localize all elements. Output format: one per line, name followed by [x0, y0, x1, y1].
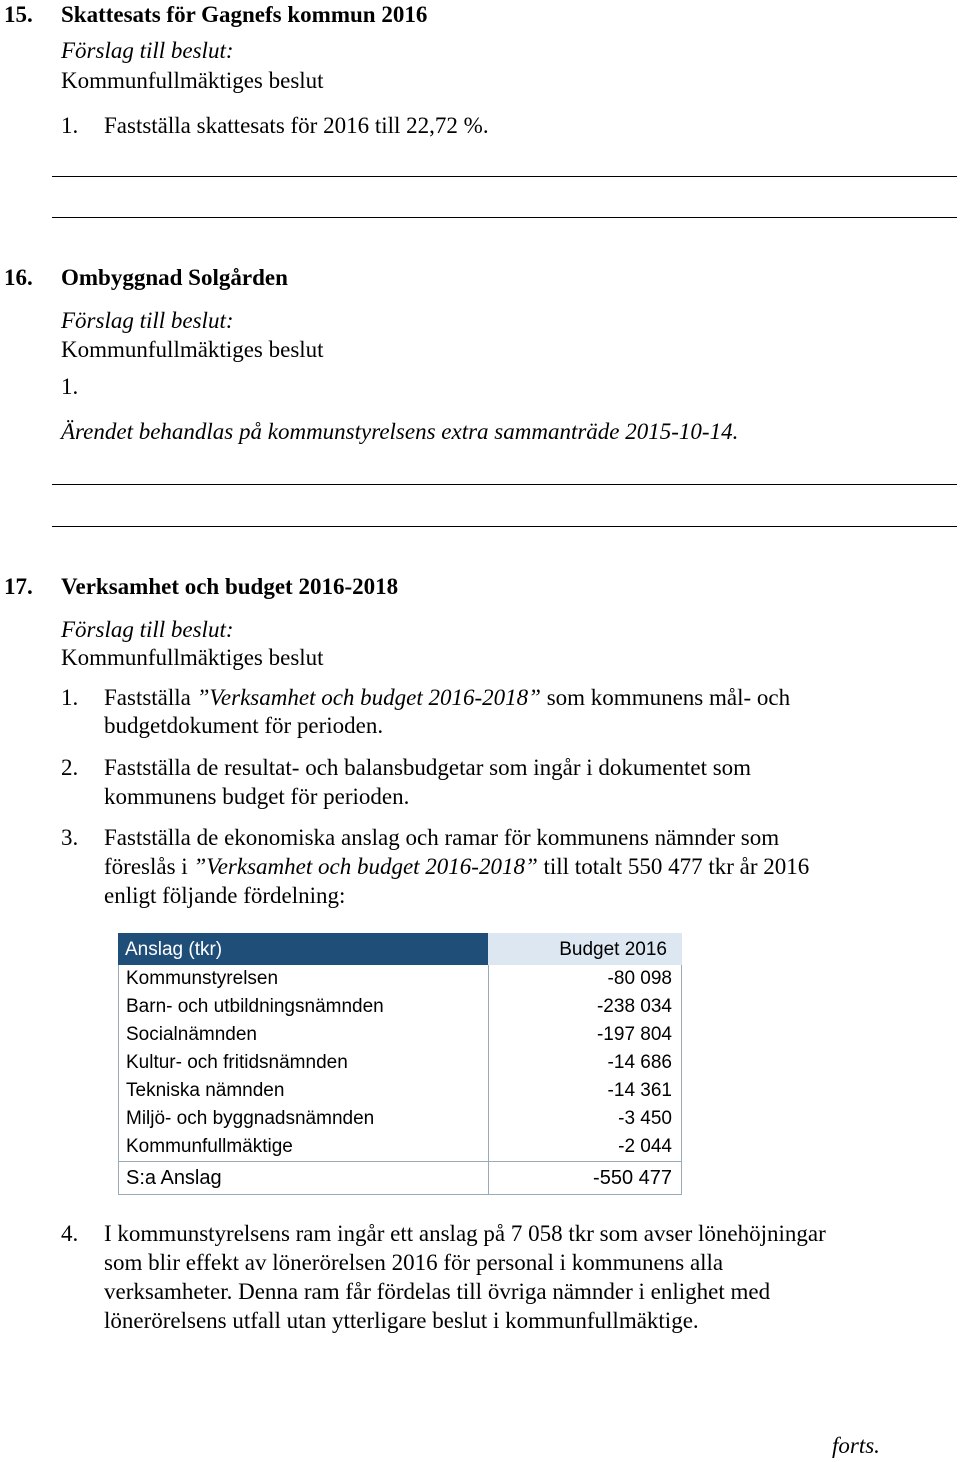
item-3-document-title: ”Verksamhet och budget 2016-2018”	[193, 854, 538, 879]
total-label: S:a Anslag	[126, 1167, 222, 1189]
row-label: Kultur- och fritidsnämnden	[126, 1052, 348, 1073]
section-17-item-1-line-2: budgetdokument för perioden.	[104, 713, 384, 738]
table-header-value: Budget 2016	[559, 939, 667, 960]
section-17-item-2-line-2: kommunens budget för perioden.	[104, 784, 410, 809]
section-17-item-4-line-2: som blir effekt av lönerörelsen 2016 för personal i kommunens alla	[104, 1250, 724, 1275]
table-row	[119, 1133, 681, 1161]
total-value: -550 477	[593, 1167, 672, 1189]
table-row	[119, 1021, 681, 1049]
section-17-item-3-line-1: Fastställa de ekonomiska anslag och ramar för kommunens nämnder som	[104, 825, 780, 850]
row-value: -80 098	[607, 968, 672, 989]
section-17-item-2-line-1: Fastställa de resultat- och balansbudgetar som ingår i dokumentet som	[104, 755, 752, 780]
table-header-label-cell	[118, 933, 488, 965]
section-15-proposal-label: Förslag till beslut:	[61, 38, 234, 63]
section-16-title: Ombyggnad Solgården	[61, 265, 288, 290]
section-17-number: 17.	[4, 574, 33, 599]
section-16-item-1-number: 1.	[61, 374, 79, 399]
row-label: Barn- och utbildningsnämnden	[126, 996, 384, 1017]
section-15-item-1-number: 1.	[61, 113, 79, 138]
separator-line	[52, 217, 957, 218]
section-17-item-3-line-2	[104, 854, 809, 880]
section-15-decision-label: Kommunfullmäktiges beslut	[61, 68, 324, 93]
table-row	[119, 1049, 681, 1077]
table-total-row	[119, 1161, 681, 1194]
budget-table	[118, 933, 682, 1195]
section-17-item-1-number: 1.	[61, 685, 79, 710]
separator-line	[52, 526, 957, 527]
section-15-item-1-text: Fastställa skattesats för 2016 till 22,72 %.	[104, 113, 489, 138]
table-row	[119, 965, 681, 993]
table-header-label: Anslag (tkr)	[125, 939, 223, 960]
section-16-decision-label: Kommunfullmäktiges beslut	[61, 337, 324, 362]
separator-line	[52, 484, 957, 485]
section-17-item-1-line-1	[104, 685, 790, 711]
table-body	[118, 965, 682, 1195]
row-label: Socialnämnden	[126, 1024, 257, 1045]
section-17-proposal-label: Förslag till beslut:	[61, 617, 234, 642]
section-17-item-3-line-3: enligt följande fördelning:	[104, 883, 346, 908]
row-label: Kommunfullmäktige	[126, 1136, 293, 1157]
row-value: -14 361	[607, 1080, 672, 1101]
row-label: Kommunstyrelsen	[126, 968, 279, 989]
row-value: -2 044	[618, 1136, 672, 1157]
section-17-item-4-line-1: I kommunstyrelsens ram ingår ett anslag på 7 058 tkr som avser lönehöjningar	[104, 1221, 826, 1246]
row-label: Miljö- och byggnadsnämnden	[126, 1108, 375, 1129]
section-17-decision-label: Kommunfullmäktiges beslut	[61, 645, 324, 670]
section-16-note: Ärendet behandlas på kommunstyrelsens extra sammanträde 2015-10-14.	[61, 419, 739, 444]
continued-marker: forts.	[832, 1433, 880, 1458]
table-row	[119, 1077, 681, 1105]
section-17-item-2-number: 2.	[61, 755, 79, 780]
row-label: Tekniska nämnden	[126, 1080, 285, 1101]
section-17-item-4-line-3: verksamheter. Denna ram får fördelas till övriga nämnder i enlighet med	[104, 1279, 771, 1304]
row-value: -197 804	[596, 1024, 672, 1045]
table-row	[119, 1105, 681, 1133]
section-17-title: Verksamhet och budget 2016-2018	[61, 574, 399, 599]
row-value: -14 686	[607, 1052, 672, 1073]
item-1-text-post: som kommunens mål- och	[540, 685, 791, 710]
table-header-value-cell	[488, 933, 682, 965]
section-16-proposal-label: Förslag till beslut:	[61, 308, 234, 333]
section-17-item-3-number: 3.	[61, 825, 79, 850]
section-15-title: Skattesats för Gagnefs kommun 2016	[61, 2, 428, 27]
row-value: -238 034	[596, 996, 672, 1017]
item-3-text-pre: föreslås i	[104, 854, 194, 879]
table-row	[119, 993, 681, 1021]
section-17-item-4-number: 4.	[61, 1221, 79, 1246]
item-1-document-title: ”Verksamhet och budget 2016-2018”	[196, 685, 541, 710]
separator-line	[52, 176, 957, 177]
row-value: -3 450	[618, 1108, 672, 1129]
table-header-row	[118, 933, 682, 965]
item-1-text-pre: Fastställa	[104, 685, 197, 710]
item-3-text-post: till totalt 550 477 tkr år 2016	[537, 854, 810, 879]
section-15-number: 15.	[4, 2, 33, 27]
section-17-item-4-line-4: lönerörelsens utfall utan ytterligare beslut i kommunfullmäktige.	[104, 1308, 699, 1333]
section-16-number: 16.	[4, 265, 33, 290]
